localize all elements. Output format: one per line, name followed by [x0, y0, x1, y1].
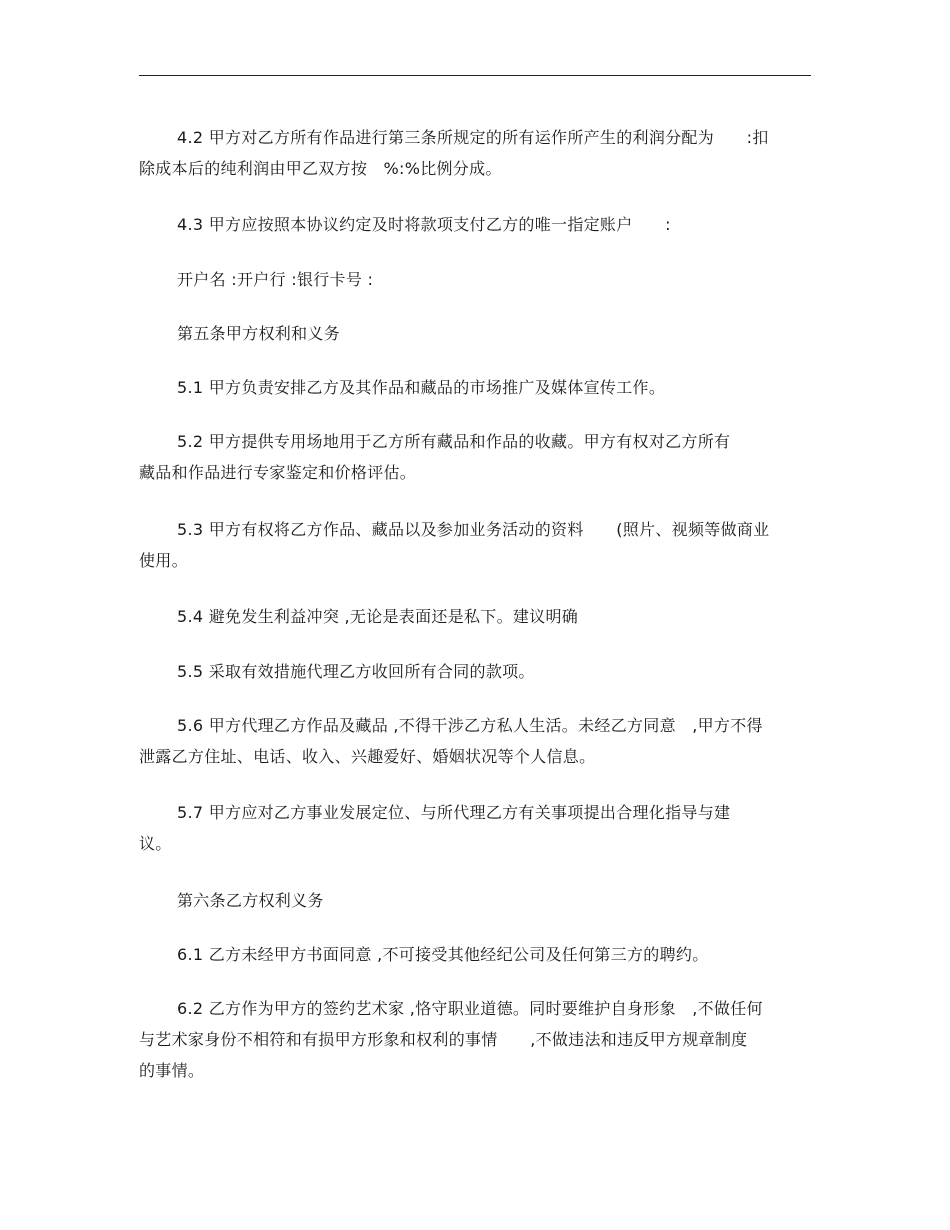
clause-5-6 [139, 710, 811, 772]
clause-6-1-line-1: 6.1 乙方未经甲方书面同意 ,不可接受其他经纪公司及任何第三方的聘约。 [177, 945, 709, 964]
clause-4-3-line-1: 4.3 甲方应按照本协议约定及时将款项支付乙方的唯一指定账户 : [177, 215, 671, 234]
clause-5-2-line-1: 5.2 甲方提供专用场地用于乙方所有藏品和作品的收藏。甲方有权对乙方所有 [177, 432, 731, 451]
clause-6-2-line-3: 的事情。 [139, 1061, 205, 1080]
clause-5-4 [139, 601, 811, 632]
clause-5-1-line-1: 5.1 甲方负责安排乙方及其作品和藏品的市场推广及媒体宣传工作。 [177, 378, 666, 397]
clause-6-2 [139, 993, 811, 1086]
article-6-heading-text: 第六条乙方权利义务 [177, 891, 324, 910]
clause-5-2 [139, 426, 811, 488]
clause-5-7-line-1: 5.7 甲方应对乙方事业发展定位、与所代理乙方有关事项提出合理化指导与建 [177, 803, 731, 822]
clause-5-7 [139, 797, 811, 859]
header-rule [139, 75, 811, 76]
clause-4-2-line-1: 4.2 甲方对乙方所有作品进行第三条所规定的所有运作所产生的利润分配为 :扣 [177, 128, 769, 147]
clause-5-6-line-1: 5.6 甲方代理乙方作品及藏品 ,不得干涉乙方私人生活。未经乙方同意 ,甲方不得 [177, 716, 763, 735]
clause-5-3 [139, 514, 811, 576]
clause-5-3-line-1: 5.3 甲方有权将乙方作品、藏品以及参加业务活动的资料 (照片、视频等做商业 [177, 520, 770, 539]
account-info-line: 开户名 :开户行 :银行卡号 : [177, 270, 374, 289]
article-6-heading [139, 885, 811, 916]
clause-5-7-line-2: 议。 [139, 834, 172, 853]
clause-5-5 [139, 656, 811, 687]
clause-5-3-line-2: 使用。 [139, 551, 188, 570]
clause-5-1 [139, 372, 811, 403]
account-info [139, 264, 811, 295]
clause-4-2-line-2: 除成本后的纯利润由甲乙双方按 %:%比例分成。 [139, 159, 502, 178]
clause-5-2-line-2: 藏品和作品进行专家鉴定和价格评估。 [139, 463, 417, 482]
clause-5-4-line-1: 5.4 避免发生利益冲突 ,无论是表面还是私下。建议明确 [177, 607, 579, 626]
clause-5-6-line-2: 泄露乙方住址、电话、收入、兴趣爱好、婚姻状况等个人信息。 [139, 747, 596, 766]
clause-6-2-line-1: 6.2 乙方作为甲方的签约艺术家 ,恪守职业道德。同时要维护自身形象 ,不做任何 [177, 999, 763, 1018]
clause-5-5-line-1: 5.5 采取有效措施代理乙方收回所有合同的款项。 [177, 662, 535, 681]
clause-4-2 [139, 122, 811, 184]
clause-6-1 [139, 939, 811, 970]
clause-4-3 [139, 209, 811, 240]
clause-6-2-line-2: 与艺术家身份不相符和有损甲方形象和权利的事情 ,不做违法和违反甲方规章制度 [139, 1030, 748, 1049]
article-5-heading [139, 318, 811, 349]
article-5-heading-text: 第五条甲方权利和义务 [177, 324, 341, 343]
